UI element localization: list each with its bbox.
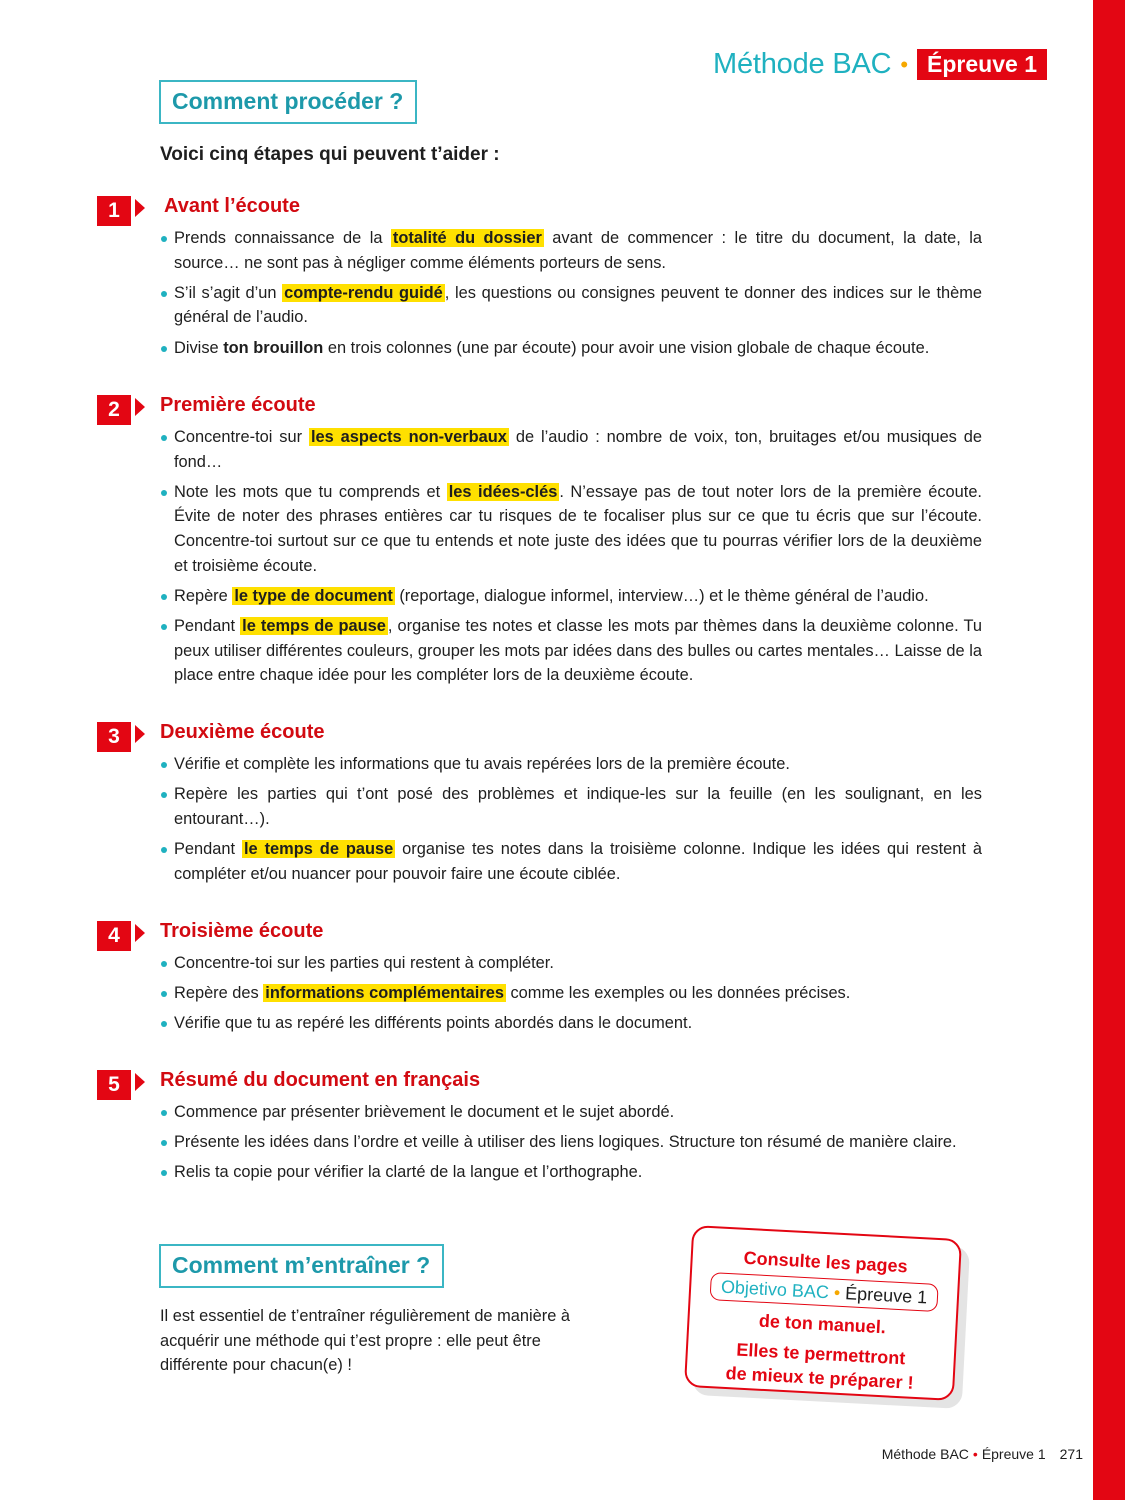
bullet-text: Vérifie que tu as repéré les différents points abordés dans le document. xyxy=(174,1014,693,1033)
bullet-text: Repère les parties qui t’ont posé des problèmes et indique-les sur la feuille (en les soulignant, en les entourant…). xyxy=(174,785,982,828)
bullet-text: Note les mots que tu comprends et xyxy=(174,482,447,501)
bullet-text: Concentre-toi sur xyxy=(174,428,309,446)
page-header xyxy=(713,48,1047,81)
bullet-item xyxy=(160,782,982,831)
bullet-text: Concentre-toi sur les parties qui restent à compléter. xyxy=(174,954,554,972)
page-number: 271 xyxy=(1059,1446,1083,1462)
bullet-text: Repère des xyxy=(174,984,264,1003)
bold-term: ton brouillon xyxy=(223,338,324,357)
callout-pill-objectivo: Objetivo BAC xyxy=(720,1276,830,1303)
highlighted-term: totalité du dossier xyxy=(392,229,542,247)
step-arrow-icon xyxy=(135,199,145,217)
step-number-badge: 2 xyxy=(97,395,131,425)
bullet-text: comme les exemples ou les données précises. xyxy=(505,984,851,1003)
highlighted-term: compte-rendu guidé xyxy=(284,283,443,302)
callout-pill-epreuve: Épreuve 1 xyxy=(844,1283,928,1308)
bullet-item xyxy=(160,281,982,330)
step-title: Troisième écoute xyxy=(160,920,324,942)
bullet-item xyxy=(160,336,982,361)
footer-dot-icon: • xyxy=(972,1446,978,1462)
step-title: Avant l’écoute xyxy=(164,195,300,217)
header-epreuve-tag: Épreuve 1 xyxy=(917,49,1047,80)
step-title: Deuxième écoute xyxy=(160,721,325,743)
step-title: Résumé du document en français xyxy=(160,1069,481,1091)
bullet-text: Vérifie et complète les informations que tu avais repérées lors de la première écoute. xyxy=(174,755,790,773)
step-number-badge: 1 xyxy=(97,196,131,226)
callout-line-3: Elles te permettront xyxy=(735,1339,906,1369)
step-number-badge: 4 xyxy=(97,921,131,951)
bullet-item xyxy=(160,614,982,688)
bullet-text: avant de commencer : le titre du document, la date, la source… ne sont pas à négliger comme éléments porteurs de sens. xyxy=(174,229,982,272)
bullet-item xyxy=(160,752,982,777)
bullet-text: Pendant xyxy=(174,839,242,858)
step-bullet-list xyxy=(160,425,982,693)
highlighted-term: le temps de pause xyxy=(244,839,394,858)
bullet-item xyxy=(160,981,982,1006)
callout-pill-dot-icon: • xyxy=(833,1282,841,1303)
bullet-item xyxy=(160,425,982,474)
step-title: Première écoute xyxy=(160,394,316,416)
callout-line-4: de mieux te préparer ! xyxy=(725,1363,915,1393)
entrainer-paragraph: Il est essentiel de t’entraîner régulièrement de manière à acquérir une méthode qui t’est propre : elle peut être différente pour chacun(e) ! xyxy=(160,1307,570,1375)
step-arrow-icon xyxy=(135,725,145,743)
step-bullet-list xyxy=(160,951,982,1042)
highlighted-term: les aspects non-verbaux xyxy=(310,428,507,446)
bullet-item xyxy=(160,951,982,976)
bullet-text: en trois colonnes (une par écoute) pour avoir une vision globale de chaque écoute. xyxy=(323,338,930,357)
header-dot-icon: • xyxy=(900,51,909,77)
bullet-item xyxy=(160,1011,982,1036)
step-bullet-list xyxy=(160,752,982,892)
step-arrow-icon xyxy=(135,398,145,416)
bullet-text: Relis ta copie pour vérifier la clarté de la langue et l’orthographe. xyxy=(174,1163,643,1182)
callout-pill xyxy=(709,1272,939,1312)
section-title-proceder: Comment procéder ? xyxy=(159,80,417,124)
bullet-item xyxy=(160,584,982,609)
bullet-text: Pendant xyxy=(174,616,241,635)
page-footer xyxy=(882,1446,1083,1462)
callout-card xyxy=(684,1225,962,1401)
bullet-text: , les questions ou consignes peuvent te donner des indices sur le thème général de l’audio. xyxy=(174,283,982,327)
bullet-text: de l’audio : nombre de voix, ton, bruitages et/ou musiques de fond… xyxy=(174,428,983,471)
bullet-text: (reportage, dialogue informel, interview…) et le thème général de l’audio. xyxy=(394,586,929,605)
bullet-text: Repère xyxy=(174,586,233,605)
step-number-badge: 3 xyxy=(97,722,131,752)
bullet-item xyxy=(160,837,982,886)
section-title-entrainer: Comment m’entraîner ? xyxy=(159,1244,444,1288)
bullet-text: Commence par présenter brièvement le document et le sujet abordé. xyxy=(174,1103,675,1121)
bullet-text: Prends connaissance de la xyxy=(174,229,391,247)
footer-epreuve: Épreuve 1 xyxy=(981,1446,1046,1462)
header-method: Méthode BAC xyxy=(713,48,892,80)
highlighted-term: informations complémentaires xyxy=(265,984,504,1003)
highlighted-term: les idées-clés xyxy=(448,482,558,501)
footer-method: Méthode BAC xyxy=(881,1446,969,1462)
bullet-item xyxy=(160,1100,982,1125)
bullet-text: , organise tes notes et classe les mots par thèmes dans la deuxième colonne. Tu peux utiliser différentes couleurs, grouper les mots par idées dans des bulles ou cartes mentales… Laisse de la place entre chaque idée pour les compléter lors de la deuxième écoute. xyxy=(174,616,983,685)
bullet-text: Présente les idées dans l’ordre et veille à utiliser des liens logiques. Structure ton résumé de manière claire. xyxy=(174,1133,957,1152)
side-color-bar xyxy=(1093,0,1125,1500)
bullet-text: organise tes notes dans la troisième colonne. Indique les idées qui restent à compléter et/ou nuancer pour pouvoir faire une écoute ciblée. xyxy=(174,839,982,883)
highlighted-term: le temps de pause xyxy=(242,616,386,635)
step-bullet-list xyxy=(160,226,982,366)
step-arrow-icon xyxy=(135,1073,145,1091)
bullet-text: . N’essaye pas de tout noter lors de la première écoute. Évite de noter des phrases entières car tu risques de te focaliser plus sur ce que tu écris que sur l’écoute. Concentre-toi surtout sur ce que tu entends et note juste des idées que tu pourras vérifier lors de la deuxième et troisième écoute. xyxy=(174,482,982,575)
bullet-item xyxy=(160,226,982,275)
step-arrow-icon xyxy=(135,924,145,942)
bullet-item xyxy=(160,1160,982,1185)
callout-line-1: Consulte les pages xyxy=(743,1247,909,1277)
bullet-item xyxy=(160,480,982,578)
bullet-text: Divise xyxy=(174,338,224,357)
intro-text: Voici cinq étapes qui peuvent t’aider : xyxy=(160,144,500,165)
bullet-text: S’il s’agit d’un xyxy=(174,283,283,302)
step-number-badge: 5 xyxy=(97,1070,131,1100)
bullet-item xyxy=(160,1130,982,1155)
highlighted-term: le type de document xyxy=(234,586,393,605)
step-bullet-list xyxy=(160,1100,982,1191)
callout-line-2: de ton manuel. xyxy=(758,1310,887,1338)
